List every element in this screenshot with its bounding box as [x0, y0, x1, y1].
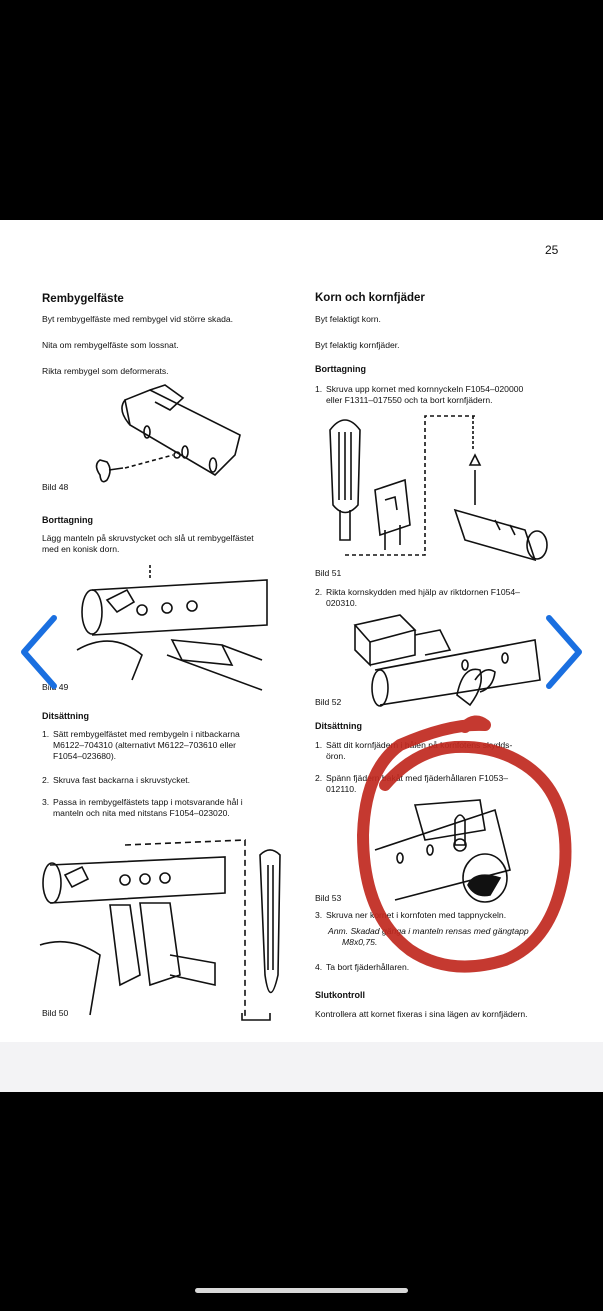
- section-heading-korn: Korn och kornfjäder: [315, 292, 425, 304]
- paragraph: Byt felaktigt korn.: [315, 314, 381, 324]
- paragraph: Lägg manteln på skruvstycket och slå ut rembygelfästet: [42, 533, 254, 543]
- home-indicator[interactable]: [195, 1288, 408, 1293]
- previous-page-chevron-icon[interactable]: [16, 612, 60, 692]
- subheading-ditsattning: Ditsättning: [42, 711, 89, 721]
- paragraph: Byt rembygelfäste med rembygel vid större skada.: [42, 314, 234, 324]
- subheading-borttagning: Borttagning: [315, 364, 366, 374]
- document-page: 25 Rembygelfäste Byt rembygelfäste med rembygel vid större skada. Nita om rembygelfäste som lossnat. Rikta rembygel som deformerats. Bild 48 Borttagning Lägg manteln på skruvstycket och slå ut rembygelfästet med en konisk dorn. Bild 49 Ditsättning 1. Sätt rembygelfästet med rembygeln i nitbackarna M6122–704310 (alternativt M6122–703610 eller F1054–023680). 2. Skruva fast backarna i skruvstycket. 3. Passa in rembygelfästets tapp i motsvarande hål i manteln och nita med nitstans F1054–023020. Bild 50 Korn och kornfjäder Byt felaktigt korn. Byt felaktig kornfjäder. Borttagning 1. Skruva upp kornet med kornnyckeln F1054–020000 eller F1311–017550 och ta bort kornfjädern. Bild 51 2. Rikta kornskydden med hjälp av riktdornen F1054– 020310. Bild 52 Ditsättning 1. Sätt dit kornfjädern i hålen på kornfotens skydds- öron. 2. Spänn fjädern bakåt med fjäderhållaren F1053– 012110. Bild 53 3. Skruva ner kornet i kornfoten med tappnyckeln. Anm. Skadad gänga i manteln rensas med gängtapp M8x0,75. 4. Ta bort fjäderhållaren. Slutkontroll Kontrollera att kornet fixeras i sina lägen av kornfjädern.: [0, 220, 603, 1042]
- paragraph: med en konisk dorn.: [42, 544, 120, 554]
- figure-50-illustration: [40, 835, 280, 1015]
- paragraph: Kontrollera att kornet fixeras i sina lägen av kornfjädern.: [315, 1009, 528, 1019]
- paragraph: Rikta rembygel som deformerats.: [42, 366, 169, 376]
- figure-caption-48: Bild 48: [42, 482, 69, 492]
- figure-caption-53: Bild 53: [315, 893, 342, 903]
- paragraph: Nita om rembygelfäste som lossnat.: [42, 340, 179, 350]
- figure-caption-50: Bild 50: [42, 1008, 69, 1018]
- figure-52-illustration: [345, 610, 545, 705]
- annotation-circle: [355, 715, 575, 985]
- subheading-borttagning: Borttagning: [42, 515, 93, 525]
- figure-caption-52: Bild 52: [315, 697, 342, 707]
- figure-48-illustration: [95, 380, 245, 495]
- subheading-ditsattning: Ditsättning: [315, 721, 362, 731]
- section-heading-rembygelfaste: Rembygelfäste: [42, 293, 124, 305]
- page-footer-band: [0, 1042, 603, 1092]
- figure-51-illustration: [325, 410, 555, 560]
- figure-caption-49: Bild 49: [42, 682, 69, 692]
- figure-49-illustration: [72, 560, 272, 680]
- figure-caption-51: Bild 51: [315, 568, 342, 578]
- next-page-chevron-icon[interactable]: [543, 612, 587, 692]
- page-number: 25: [545, 243, 559, 257]
- subheading-slutkontroll: Slutkontroll: [315, 990, 365, 1000]
- paragraph: Byt felaktig kornfjäder.: [315, 340, 400, 350]
